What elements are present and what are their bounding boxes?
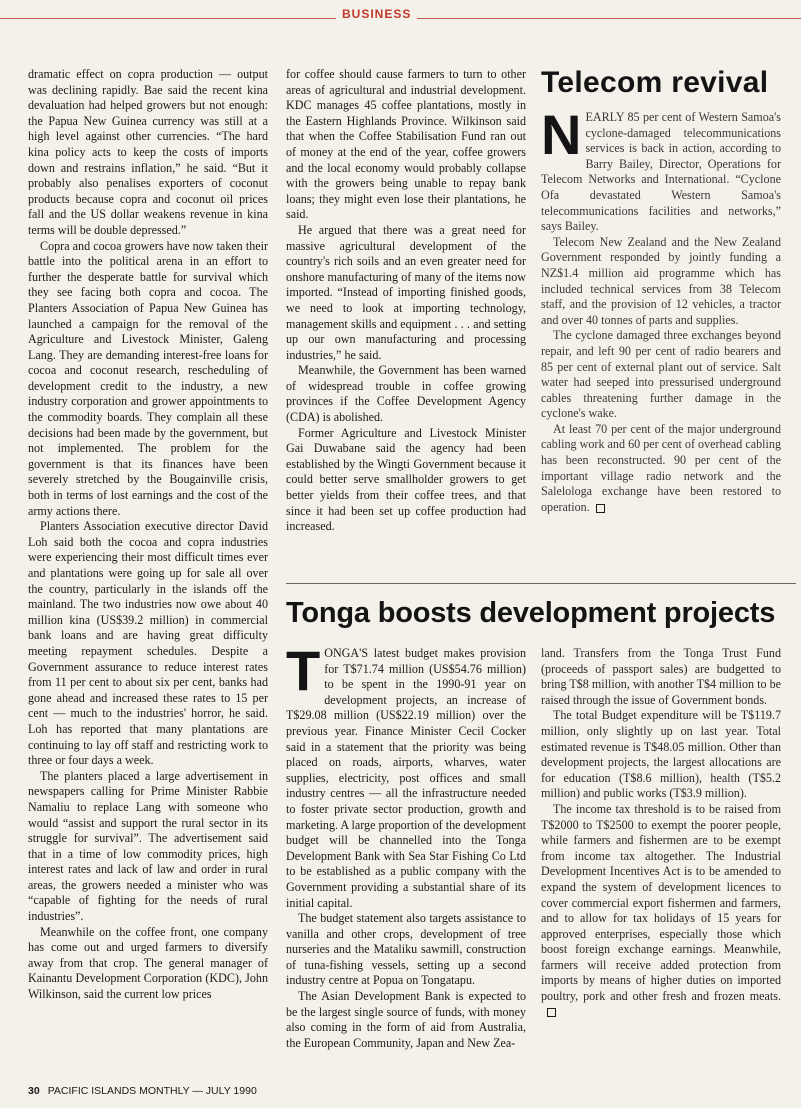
article-divider bbox=[286, 583, 796, 584]
section-label: BUSINESS bbox=[336, 7, 417, 21]
paragraph bbox=[286, 646, 526, 911]
paragraph: The planters placed a large advertisement in newspapers calling for Prime Minister Rabbie Namaliu to replace Lang with someone who would “assist and support the rural sector in its struggle for survival”. The advertisement said that in a time of low commodity prices, high interest rates and lack of law and order in rural areas, the growers needed a minister who was “capable of fighting for the needs of rural industries”. bbox=[28, 768, 268, 924]
paragraph: The Asian Development Bank is expected to be the largest single source of funds, with money also coming in the form of aid from Australia, the European Community, Japan and New Zea- bbox=[286, 989, 526, 1050]
drop-cap: T bbox=[286, 646, 321, 702]
paragraph-text: At least 70 per cent of the major underground cabling work and 60 per cent of overhead cabling has been reconstructed. 90 per cent of the important village radio network and the Salelologa exchange have been restored to operation. bbox=[541, 421, 781, 514]
paragraph: Telecom New Zealand and the New Zealand Government responded by jointly funding a NZ$1.4 million aid programme which has included technical services from 38 Telecom staff, and the provision of 12 vehicles, a tractor and over 40 tonnes of parts and supplies. bbox=[541, 234, 781, 327]
paragraph: The total Budget expenditure will be T$119.7 million, only slightly up on last year. Total estimated revenue is T$48.05 million. Other than development projects, the largest allocations are for education (T$8.6 million), health (T$5.2 million) and public works (T$3.9 million). bbox=[541, 708, 781, 801]
paragraph: Meanwhile, the Government has been warned of widespread trouble in coffee growing provinces if the Coffee Development Agency (CDA) is abolished. bbox=[286, 363, 526, 425]
paragraph-text: The income tax threshold is to be raised from T$2000 to T$2500 to exempt the poorer people, while farmers and fishermen are to be exempt from income tax altogether. The Industrial Development Incentives Act is to be amended to expand the system of development licences to cover commercial export fishermen and farmers, and to allow for tax holidays of 15 years for approved enterprises, especially those which boost foreign exchange earnings. Meanwhile, farmers will receive added protection from imports by means of higher duties on imported poultry, pork and other fresh and frozen meats. bbox=[541, 801, 781, 1004]
page-footer bbox=[28, 1085, 257, 1097]
paragraph: Planters Association executive director David Loh said both the cocoa and copra industries were experiencing their most difficult times ever and plantations were going up for sale all over the country, particularly in the islands off the mainland. The two industries now owe about 40 million kina (US$39.2 million) in commercial bank loans and are having great difficulty meeting repayment schedules. Despite a Government assurance to reduce interest rates from 11 per cent to about six per cent, banks had gone ahead and increased these rates to 15 per cent — much to the industries' horror, he said. Loh has reported that many plantations are continuing to lay off staff and restricting work to three or four days a week. bbox=[28, 519, 268, 768]
paragraph: The cyclone damaged three exchanges beyond repair, and left 90 per cent of radio bearers and 85 per cent of external plant out of service. Salt water had seeped into pressurised underground cables threatening further damage in the cyclone's wake. bbox=[541, 328, 781, 421]
paragraph bbox=[541, 802, 781, 1020]
drop-cap: N bbox=[541, 110, 582, 166]
paragraph bbox=[541, 110, 781, 235]
paragraph-text: ONGA'S latest budget makes provision for T$71.74 million (US$54.76 million) to be spent in the 1990-91 year on development projects, an increase of T$29.08 million (US$22.19 million) over the previous year. Finance Minister Cecil Cocker said in a statement that the priority was being placed on roads, airports, wharves, water supplies, electricity, post offices and small industry centres — all the infrastructure needed to foster private sector production, growth and marketing. A large proportion of the development budget will be channelled into the Tonga Development Bank with Sea Star Fishing Co Ltd to be established as a public company with the Government providing a substantial share of its initial capital. bbox=[286, 646, 526, 910]
png-article-column-1 bbox=[28, 67, 268, 1075]
png-article-column-2 bbox=[286, 67, 526, 592]
paragraph-text: EARLY 85 per cent of Western Samoa's cyclone-damaged telecommunications services is back in action, according to Barry Bailey, Director, Operations for Telecom Networks and International. “Cyclone Ofa devastated Western Samoa's telecommunications facilities and networks,” says Bailey. bbox=[541, 110, 781, 234]
page-number: 30 bbox=[28, 1085, 40, 1097]
paragraph bbox=[541, 422, 781, 516]
tonga-article-column-2 bbox=[541, 646, 781, 1084]
paragraph: Former Agriculture and Livestock Minister Gai Duwabane said the agency had been established by the Wingti Government because it could better serve smallholder growers to get better yields from their coffee trees, and that since it had been set up coffee production had increased. bbox=[286, 425, 526, 534]
section-header bbox=[0, 2, 801, 32]
paragraph: for coffee should cause farmers to turn to other areas of agricultural and industrial development. KDC manages 45 coffee plantations, mostly in the Eastern Highlands Province. Wilkinson said that when the Coffee Stabilisation Fund ran out of money at the end of the year, coffee growers and the local economy would probably collapse with the growers being unable to repay bank loans; they might even lose their plantations, he said. bbox=[286, 67, 526, 222]
telecom-headline: Telecom revival bbox=[541, 66, 769, 99]
paragraph: land. Transfers from the Tonga Trust Fund (proceeds of passport sales) are budgetted to bring T$8 million, with another T$4 million to be raised through the issue of Government bonds. bbox=[541, 646, 781, 707]
end-of-article-icon bbox=[547, 1008, 556, 1017]
paragraph: dramatic effect on copra production — output was declining rapidly. Bae said the recent kina devaluation had helped growers but not enough: the Papua New Guinea currency was still at a high level against other currencies. “The hard kina policy acts to keep the costs of imports down and restrains inflation,” he said. “But it probably also penalises exporters of coconut products because copra and coconut oil prices fall and the US dollar weakens revenue in kina terms will be double depressed.” bbox=[28, 67, 268, 237]
telecom-article bbox=[541, 110, 781, 580]
end-of-article-icon bbox=[596, 504, 605, 513]
paragraph: The budget statement also targets assistance to vanilla and other crops, development of tree nurseries and the Mataliku sawmill, construction of tuna-fishing vessels, setting up a second industry centre at Popua on Tongatapu. bbox=[286, 911, 526, 988]
paragraph: He argued that there was a great need for massive agricultural development of the country's rich soils and an even greater need for onshore manufacturing of many of the items now imported. “Instead of importing finished goods, we need to look at importing technology, management skills and equipment . . . and setting up our own manufacturing and processing industries,” he said. bbox=[286, 222, 526, 362]
tonga-article-column-1 bbox=[286, 646, 526, 1084]
tonga-headline: Tonga boosts development projects bbox=[286, 597, 776, 629]
paragraph: Copra and cocoa growers have now taken their battle into the political arena in an effort to further the desperate battle for survival which they see facing both copra and cocoa. The Planters Association of Papua New Guinea has launched a campaign for the removal of the Agriculture and Livestock Minister, Galeng Lang. They are demanding interest-free loans for cocoa and coconut research, rescheduling of development credit to the industry, a new industry corporation and grower appointments to the commodity boards. They complain all these decisions had been made by the government, but not implemented. The problem for the government is that its finances have been severely stretched by the Bougainville crisis, both in terms of lost earnings and the cost of the army actions there. bbox=[28, 238, 268, 518]
publication-line: PACIFIC ISLANDS MONTHLY — JULY 1990 bbox=[47, 1085, 257, 1097]
paragraph: Meanwhile on the coffee front, one company has come out and urged farmers to diversify away from that crop. The general manager of Kainantu Development Corporation (KDC), John Wilkinson, said the current low prices bbox=[28, 924, 268, 1002]
